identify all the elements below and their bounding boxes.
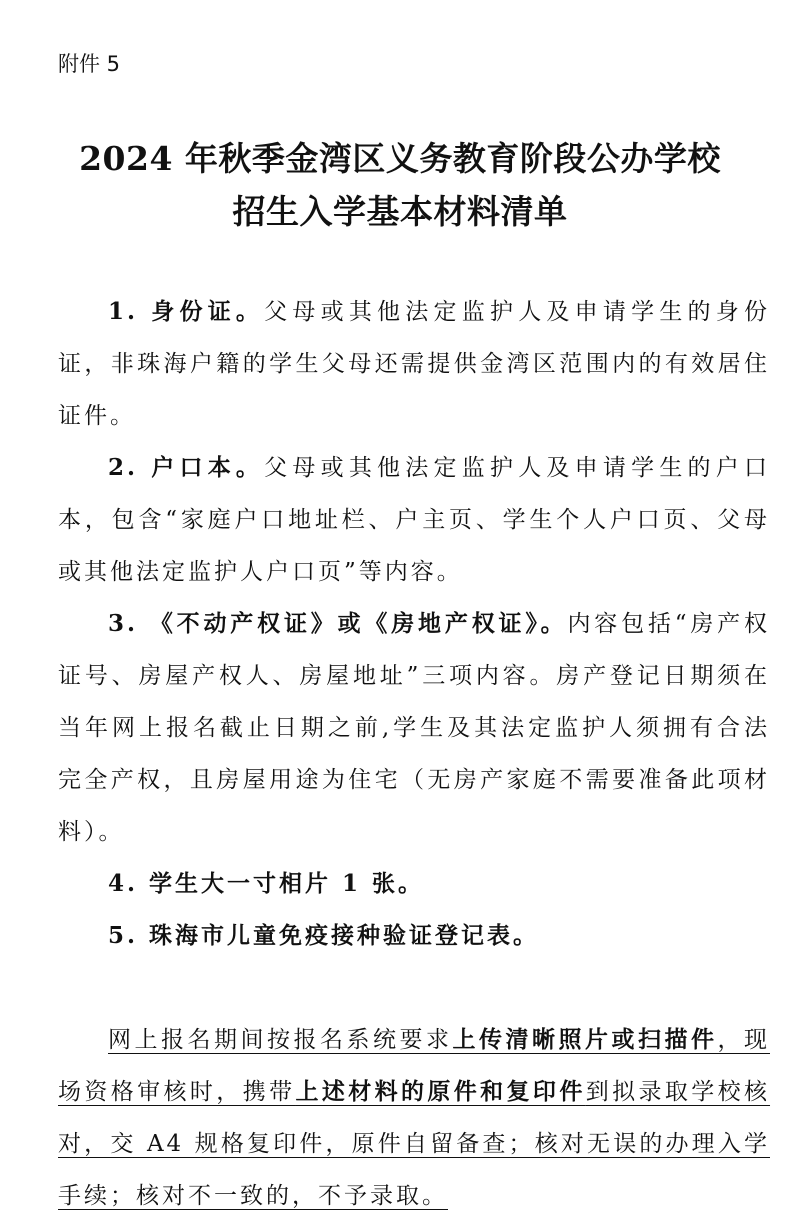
- note-text: 到拟录取学校核对，交 A4 规格复印件，原件自留备查；核对无误的办理入学手续；核对不一致的，不予录取。: [58, 1079, 771, 1209]
- item-text: 内容包括“房产权证号、房屋产权人、房屋地址”三项内容。房产登记日期须在当年网上报名截止日期之前,学生及其法定监护人须拥有合法完全产权，且房屋用途为住宅（无房产家庭不需要准备此项材料）。: [58, 611, 770, 845]
- item-household-register: [58, 442, 770, 598]
- note-text: ，现场资格审核时，携带: [58, 1027, 770, 1105]
- item-photo: [58, 858, 770, 910]
- item-text: 父母或其他法定监护人及申请学生的身份证，非珠海户籍的学生父母还需提供金湾区范围内的有效居住证件。: [58, 299, 770, 429]
- item-lead: 4. 学生大一寸相片 1 张。: [108, 870, 425, 897]
- item-lead: 5. 珠海市儿童免疫接种验证登记表。: [108, 922, 540, 949]
- item-text: 父母或其他法定监护人及申请学生的户口本，包含“家庭户口地址栏、户主页、学生个人户口页、父母或其他法定监护人户口页”等内容。: [58, 455, 770, 585]
- note-text: 网上报名期间按报名系统要求: [108, 1027, 453, 1053]
- submission-note: [58, 1014, 770, 1222]
- item-lead: 3. 《不动产权证》或《房地产权证》。: [108, 610, 568, 637]
- note-emphasis: 上传清晰照片或扫描件: [452, 1026, 718, 1053]
- attachment-label: 附件 5: [58, 52, 121, 76]
- note-emphasis: 上述材料的原件和复印件: [295, 1078, 586, 1105]
- item-immunization-form: [58, 910, 770, 962]
- item-id-card: [58, 286, 770, 442]
- item-lead: 1. 身份证。: [108, 298, 265, 325]
- item-property-certificate: [58, 598, 770, 858]
- item-lead: 2. 户口本。: [108, 454, 265, 481]
- document-title-line-1: 2024 年秋季金湾区义务教育阶段公办学校: [79, 139, 721, 178]
- document-title-line-2: 招生入学基本材料清单: [232, 192, 568, 231]
